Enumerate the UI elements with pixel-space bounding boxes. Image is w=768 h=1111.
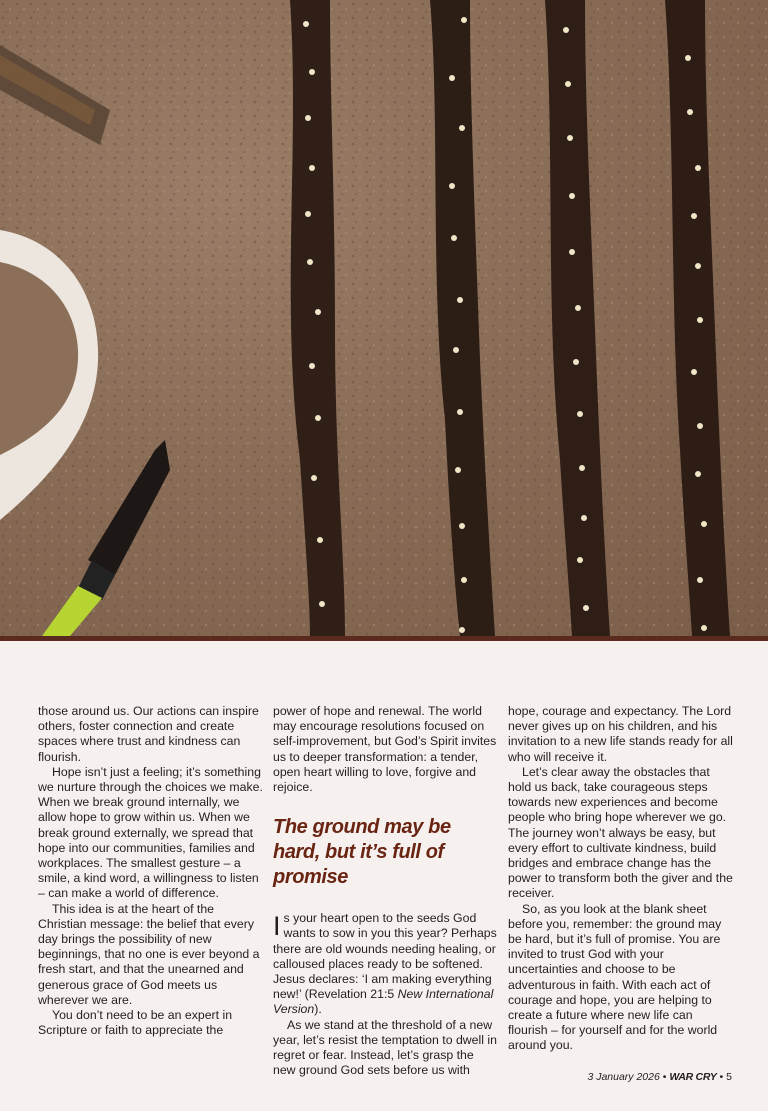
divider-rule [0, 636, 768, 641]
paragraph [273, 911, 499, 1017]
pull-quote: The ground may be hard, but it’s full of promise [273, 816, 451, 889]
paragraph: those around us. Our actions can inspire others, foster connection and create spaces where trust and kindness can flourish. [38, 704, 259, 764]
citation-italic: New International Version [273, 987, 494, 1017]
paragraph: As we stand at the threshold of a new year, let’s resist the temptation to dwell in regret or fear. Instead, let’s grasp the new ground God sets before us with [273, 1017, 497, 1078]
article-column-2 [273, 704, 499, 1078]
paragraph: power of hope and renewal. The world may encourage resolutions focused on self-improvement, but God’s Spirit invites us to deeper transformation: a tender, open heart willing to love, forgive and rejoice. [273, 704, 497, 795]
issue-date: 3 January 2026 [587, 1071, 660, 1083]
paragraph: hope, courage and expectancy. The Lord never gives up on his children, and his invitation to a new life stands ready for all who will receive it. [508, 704, 733, 764]
paragraph: Let’s clear away the obstacles that hold us back, take courageous steps towards new experiences and become people who bring hope wherever we go. The journey won’t always be easy, but every effort to cultivate kindness, build bridges and embrace change has the power to transform both the giver and the receiver. [508, 764, 733, 901]
article-column-1 [38, 704, 264, 1038]
page-number: 5 [726, 1071, 732, 1083]
magazine-name: WAR CRY [669, 1071, 717, 1083]
citation-end: ). [314, 1002, 322, 1017]
footer-separator: • [716, 1071, 727, 1083]
drop-cap: I [273, 911, 281, 942]
footer-separator: • [659, 1071, 670, 1083]
paragraph: Hope isn’t just a feeling; it’s something we nurture through the choices we make. When we break ground internally, we allow hope to grow within us. When we break ground externally, we spread that hope into our communities, families and workplaces. The smallest gesture – a smile, a kind word, a willingness to listen – can make a world of difference. [38, 764, 263, 901]
paragraph: This idea is at the heart of the Christian message: the belief that every day brings the possibility of new beginnings, that no one is ever beyond a fresh start, and that the unearned and generous grace of God meets us wherever we are. [38, 901, 260, 1007]
paragraph: So, as you look at the blank sheet before you, remember: the ground may be hard, but it’s full of promise. You are invited to trust God with your uncertainties and choose to be adventurous in faith. With each act of courage and hope, you are helping to create a future where new life can flourish – for yourself and for the world around you. [508, 901, 722, 1053]
page-footer [587, 1071, 732, 1083]
paragraph-text: s your heart open to the seeds God wants to sow in you this year? Perhaps there are old wounds needing healing, or calloused places ready to be softened. Jesus declares: ‘I am making everything new!’ (Revelation 21:5 [273, 911, 497, 1002]
paragraph: You don’t need to be an expert in Scripture or faith to appreciate the [38, 1008, 233, 1038]
article-column-3 [508, 704, 734, 1054]
